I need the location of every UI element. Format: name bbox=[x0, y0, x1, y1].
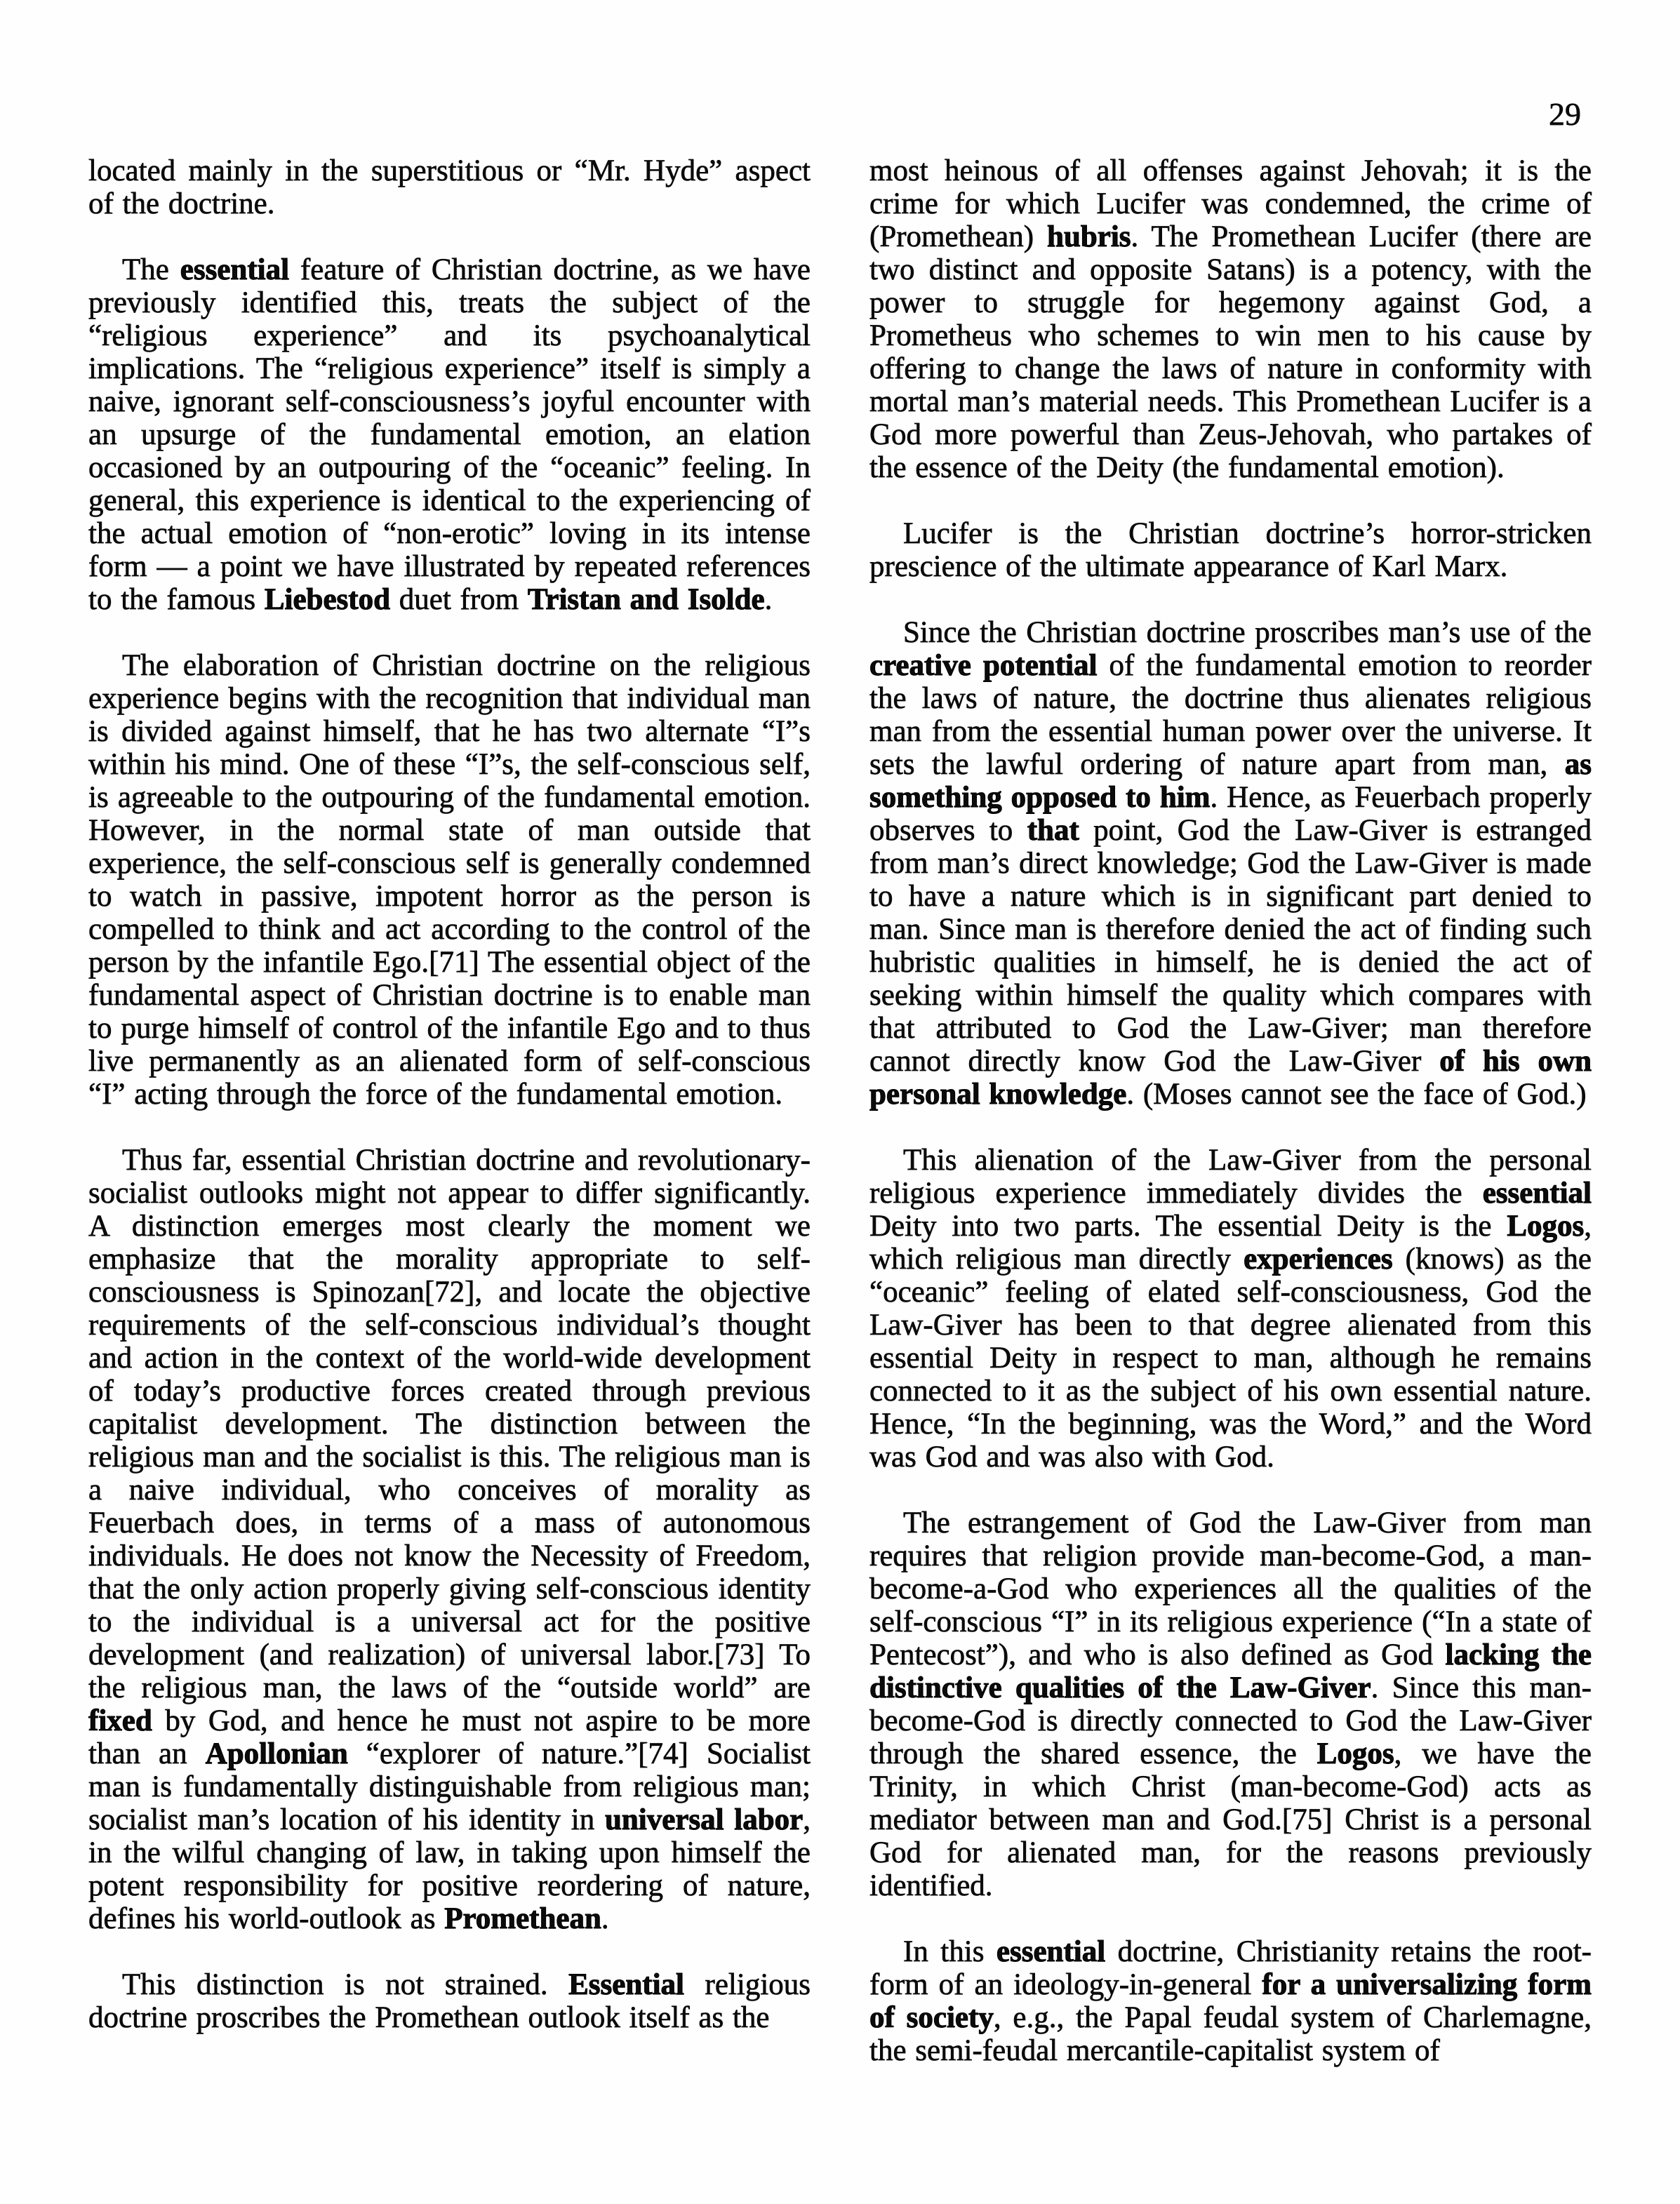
paragraph: located mainly in the superstitious or “Mr. Hyde” aspect of the doctrine. bbox=[88, 154, 811, 220]
page-number: 29 bbox=[1549, 96, 1581, 132]
paragraph: In this essential doctrine, Christianity retains the root-form of an ideology-in-general for a universalizing form of society, e.g., the Papal feudal system of Charlemagne, the semi-feudal mercantile-capitalist system of bbox=[869, 1935, 1592, 2067]
paragraph: The estrangement of God the Law-Giver from man requires that religion provide man-become-God, a man-become-a-God who experiences all the qualities of the self-conscious “I” in its religious experience (“In a state of Pentecost”), and who is also defined as God lacking the distinctive qualities of the Law-Giver. Since this man-become-God is directly connected to God the Law-Giver through the shared essence, the Logos, we have the Trinity, in which Christ (man-become-God) acts as mediator between man and God.[75] Christ is a personal God for alienated man, for the reasons previously identified. bbox=[869, 1507, 1592, 1902]
paragraph: The essential feature of Christian doctrine, as we have previously identified this, treats the subject of the “religious experience” and its psychoanalytical implications. The “religious experience” itself is simply a naive, ignorant self-consciousness’s joyful encounter with an upsurge of the fundamental emotion, an elation occasioned by an outpouring of the “oceanic” feeling. In general, this experience is identical to the experiencing of the actual emotion of “non-erotic” loving in its intense form — a point we have illustrated by repeated references to the famous Liebestod duet from Tristan and Isolde. bbox=[88, 253, 811, 616]
paragraph: This alienation of the Law-Giver from the personal religious experience immediately divides the essential Deity into two parts. The essential Deity is the Logos, which religious man directly experiences (knows) as the “oceanic” feeling of elated self-consciousness, God the Law-Giver has been to that degree alienated from this essential Deity in respect to man, although he remains connected to it as the subject of his own essential nature. Hence, “In the beginning, was the Word,” and the Word was God and was also with God. bbox=[869, 1144, 1592, 1474]
paragraph: Since the Christian doctrine proscribes man’s use of the creative potential of the fundamental emotion to reorder the laws of nature, the doctrine thus alienates religious man from the essential human power over the universe. It sets the lawful ordering of nature apart from man, as something opposed to him. Hence, as Feuerbach properly observes to that point, God the Law-Giver is estranged from man’s direct knowledge; God the Law-Giver is made to have a nature which is in significant part denied to man. Since man is therefore denied the act of finding such hubristic qualities in himself, he is denied the act of seeking within himself the quality which compares with that attributed to God the Law-Giver; man therefore cannot directly know God the Law-Giver of his own personal knowledge. (Moses cannot see the face of God.) bbox=[869, 616, 1592, 1111]
paragraph: Lucifer is the Christian doctrine’s horror-stricken prescience of the ultimate appearance of Karl Marx. bbox=[869, 517, 1592, 583]
text-columns bbox=[88, 154, 1592, 2067]
paragraph: most heinous of all offenses against Jehovah; it is the crime for which Lucifer was condemned, the crime of (Promethean) hubris. The Promethean Lucifer (there are two distinct and opposite Satans) is a potency, with the power to struggle for hegemony against God, a Prometheus who schemes to win men to his cause by offering to change the laws of nature in conformity with mortal man’s material needs. This Promethean Lucifer is a God more powerful than Zeus-Jehovah, who partakes of the essence of the Deity (the fundamental emotion). bbox=[869, 154, 1592, 484]
paragraph: The elaboration of Christian doctrine on the religious experience begins with the recognition that individual man is divided against himself, that he has two alternate “I”s within his mind. One of these “I”s, the self-conscious self, is agreeable to the outpouring of the fundamental emotion. However, in the normal state of man outside that experience, the self-conscious self is generally condemned to watch in passive, impotent horror as the person is compelled to think and act according to the control of the person by the infantile Ego.[71] The essential object of the fundamental aspect of Christian doctrine is to enable man to purge himself of control of the infantile Ego and to thus live permanently as an alienated form of self-conscious “I” acting through the force of the fundamental emotion. bbox=[88, 649, 811, 1111]
paragraph: This distinction is not strained. Essential religious doctrine proscribes the Promethean outlook itself as the bbox=[88, 1968, 811, 2034]
paragraph: Thus far, essential Christian doctrine and revolutionary-socialist outlooks might not appear to differ significantly. A distinction emerges most clearly the moment we emphasize that the morality appropriate to self-consciousness is Spinozan[72], and locate the objective requirements of the self-conscious individual’s thought and action in the context of the world-wide development of today’s productive forces created through previous capitalist development. The distinction between the religious man and the socialist is this. The religious man is a naive individual, who conceives of morality as Feuerbach does, in terms of a mass of autonomous individuals. He does not know the Necessity of Freedom, that the only action properly giving self-conscious identity to the individual is a universal act for the positive development (and realization) of universal labor.[73] To the religious man, the laws of the “outside world” are fixed by God, and hence he must not aspire to be more than an Apollonian “explorer of nature.”[74] Socialist man is fundamentally distinguishable from religious man; socialist man’s location of his identity in universal labor, in the wilful changing of law, in taking upon himself the potent responsibility for positive reordering of nature, defines his world-outlook as Promethean. bbox=[88, 1144, 811, 1935]
text-column-right bbox=[869, 154, 1592, 2067]
text-column-left bbox=[88, 154, 811, 2067]
